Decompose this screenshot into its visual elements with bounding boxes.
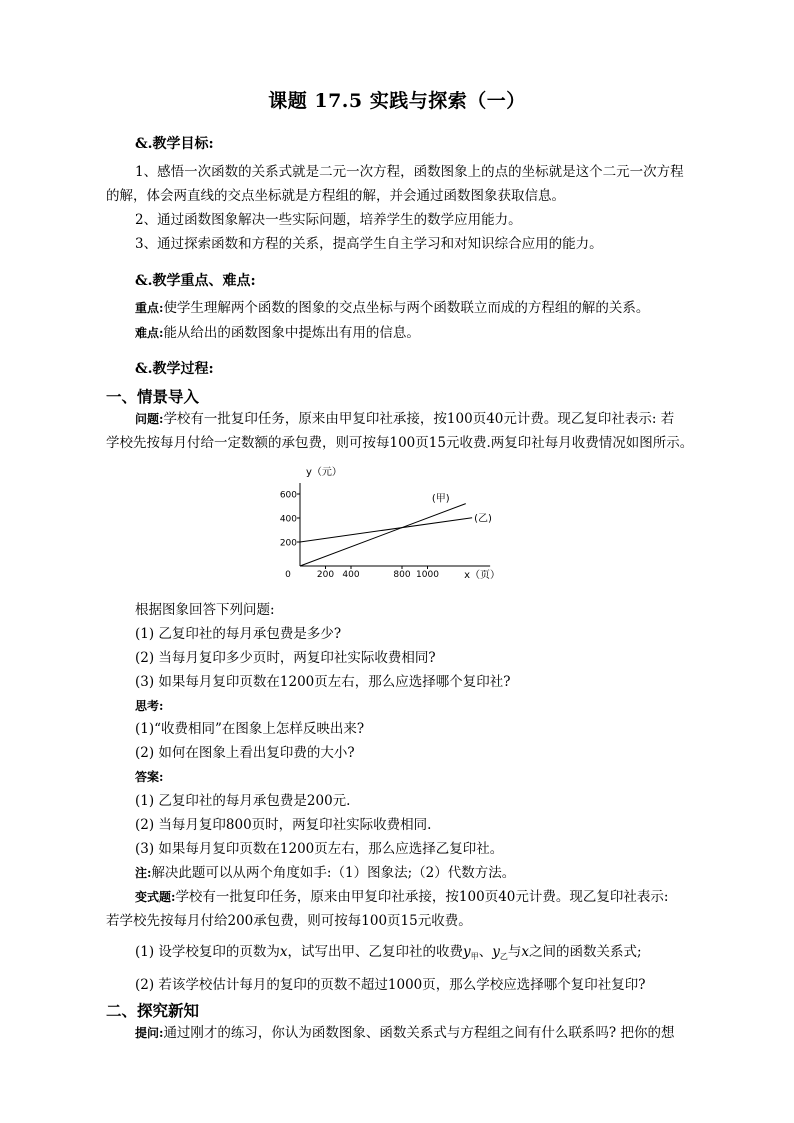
note-text: 解决此题可以从两个角度如手:（1）图象法;（2）代数方法。 <box>151 865 516 881</box>
problem-text-a: 学校有一批复印任务，原来由甲复印社承接，按100页40元计费。现乙复印社表示: 若 <box>163 411 675 427</box>
vq1-and: 与 <box>507 944 522 960</box>
x-axis-label: x（页） <box>464 570 500 581</box>
variant-text-a: 学校有一批复印任务，原来由甲复印社承接，按100页40元计费。现乙复印社表示: <box>175 889 669 905</box>
answer-intro: 根据图象回答下列问题: <box>135 602 275 618</box>
x-tick-label: 200 <box>316 570 335 580</box>
y-tick-label: 200 <box>279 538 297 549</box>
answer-1: (1) 乙复印社的每月承包费是200元. <box>135 793 351 809</box>
difficulty-line <box>135 324 420 342</box>
series-label-2: (乙) <box>474 513 492 525</box>
x-tick-label: 1000 <box>416 570 439 580</box>
vq1-sub-yi: 乙 <box>499 952 508 961</box>
y-axis-label: y（元） <box>306 467 342 478</box>
think-2: (2) 如何在图象上看出复印费的大小? <box>135 745 355 761</box>
vq1-pre: (1) 设学校复印的页数为 <box>135 944 280 960</box>
key-points-heading: &.教学重点、难点: <box>135 273 256 289</box>
goal-1a: 1、感悟一次函数的关系式就是二元一次方程，函数图象上的点的坐标就是这个二元一次方程 <box>135 164 684 180</box>
key-text: 使学生理解两个函数的图象的交点坐标与两个函数联立而成的方程组的解的关系。 <box>163 300 650 316</box>
variant-line-a <box>135 888 668 906</box>
vq1-x: x <box>279 944 288 960</box>
variant-label: 变式题: <box>135 890 176 904</box>
prompt-text: 通过刚才的练习，你认为函数图象、函数关系式与方程组之间有什么联系吗? 把你的想 <box>163 1025 675 1041</box>
vq1-y2: y <box>492 944 500 960</box>
answer-label: 答案: <box>135 770 164 784</box>
note-line <box>135 864 515 882</box>
note-label: 注: <box>135 866 152 880</box>
vq1-x2: x <box>521 944 529 960</box>
x-tick-label: 400 <box>342 570 360 580</box>
difficulty-text: 能从给出的函数图象中提炼出有用的信息。 <box>163 325 420 341</box>
variant-question-2: (2) 若该学校估计每月的复印的页数不超过1000页，那么学校应选择哪个复印社复印? <box>135 977 646 993</box>
series-line-1 <box>300 504 466 566</box>
vq1-mid: ，试写出甲、乙复印社的收费 <box>287 944 464 960</box>
variant-line-b: 若学校先按每月付给200承包费，则可按每100页15元收费。 <box>106 913 472 929</box>
question-3: (3) 如果每月复印页数在1200页左右，那么应选择哪个复印社? <box>135 674 511 690</box>
goal-3: 3、通过探索函数和方程的关系，提高学生自主学习和对知识综合应用的能力。 <box>135 236 603 252</box>
section1-heading: 一、情景导入 <box>106 387 200 406</box>
vq1-end: 之间的函数关系式; <box>528 944 642 960</box>
y-tick-label: 400 <box>279 514 297 525</box>
x-tick-label: 800 <box>393 570 411 580</box>
section2-heading: 二、探究新知 <box>106 1001 200 1020</box>
question-2: (2) 当每月复印多少页时，两复印社实际收费相同? <box>135 650 436 666</box>
question-1: (1) 乙复印社的每月承包费是多少? <box>135 626 342 642</box>
prompt-label: 提问: <box>135 1026 164 1040</box>
key-label: 重点: <box>135 301 164 315</box>
page-title: 课题 17.5 实践与探索（一） <box>268 90 526 112</box>
problem-label: 问题: <box>135 412 164 426</box>
variant-question-1 <box>135 943 642 966</box>
problem-line-b: 学校先按每月付给一定数额的承包费，则可按每100页15元收费.两复印社每月收费情况如图所示。 <box>106 435 694 451</box>
answer-3: (3) 如果每月复印页数在1200页左右，那么应选择乙复印社。 <box>135 841 504 857</box>
x-tick-label: 0 <box>285 570 291 580</box>
problem-line-a <box>135 410 674 428</box>
goal-2: 2、通过函数图象解决一些实际问题，培养学生的数学应用能力。 <box>135 212 522 228</box>
difficulty-label: 难点: <box>135 326 164 340</box>
vq1-sub-jia: 甲 <box>470 952 479 961</box>
prompt-line <box>135 1024 674 1042</box>
goal-1b: 的解，体会两直线的交点坐标就是方程组的解，并会通过函数图象获取信息。 <box>106 188 565 204</box>
answer-2: (2) 当每月复印800页时，两复印社实际收费相同. <box>135 817 432 833</box>
key-point-line <box>135 299 649 317</box>
vq1-sep: 、 <box>478 944 493 960</box>
process-heading: &.教学过程: <box>135 361 214 377</box>
vq1-y1: y <box>463 944 471 960</box>
line-chart <box>270 463 500 591</box>
goals-heading: &.教学目标: <box>135 136 214 152</box>
y-tick-label: 600 <box>279 490 297 501</box>
series-label-1: (甲) <box>431 493 450 505</box>
think-1: (1)“收费相同”在图象上怎样反映出来? <box>135 721 365 737</box>
think-label: 思考: <box>135 699 164 713</box>
series-line-2 <box>300 518 472 542</box>
